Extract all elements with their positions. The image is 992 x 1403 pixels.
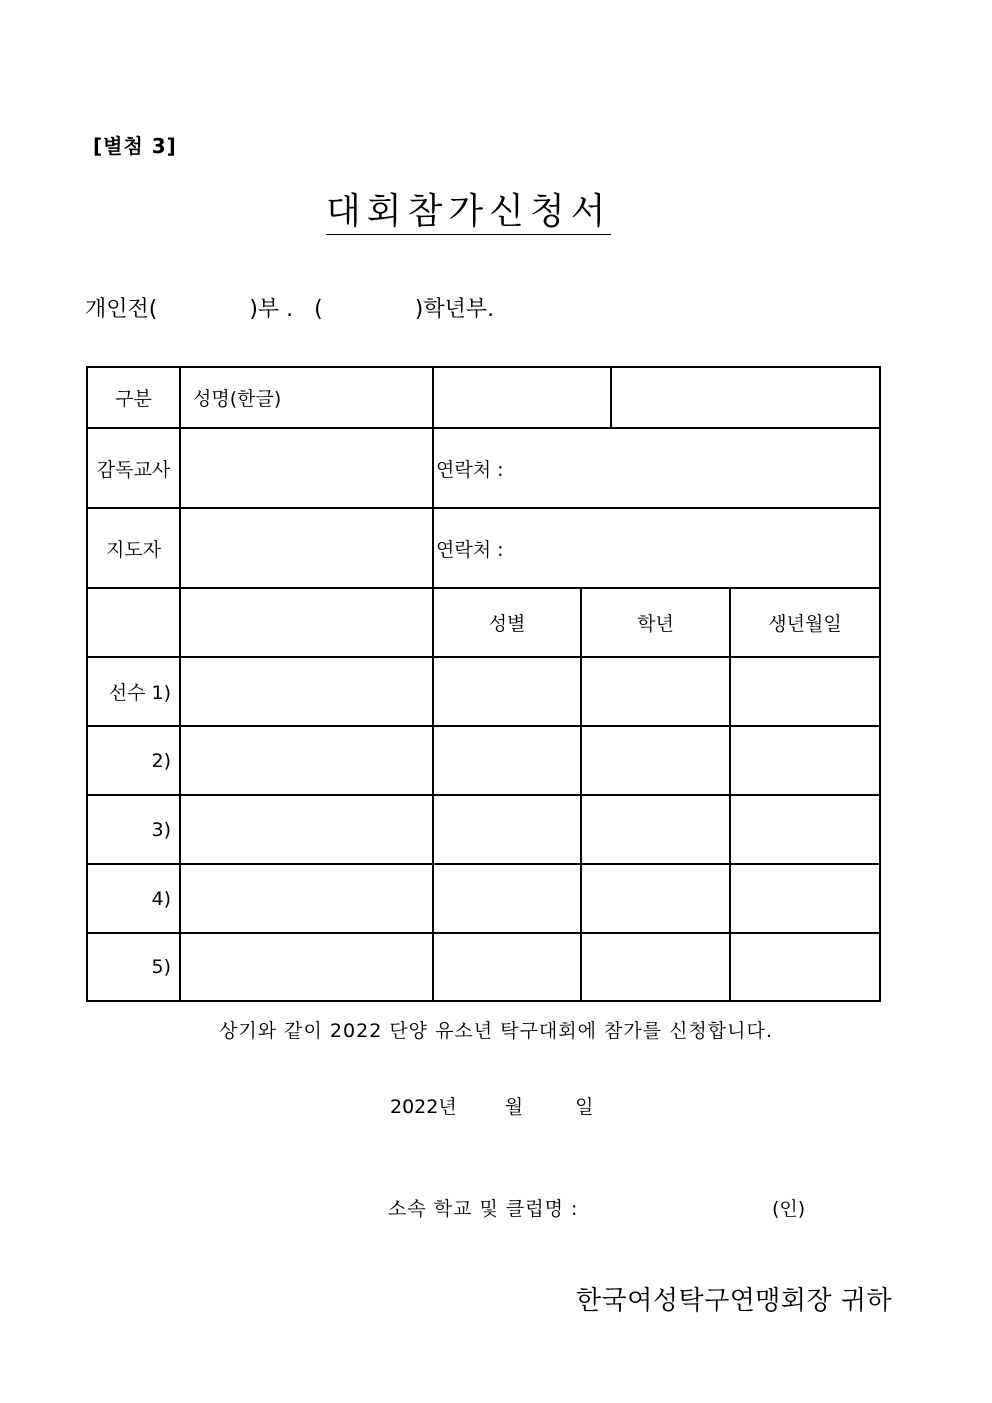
application-statement: 상기와 같이 2022 단양 유소년 탁구대회에 참가를 신청합니다. xyxy=(219,1020,773,1042)
name-korean-header: 성명(한글) xyxy=(180,367,433,428)
columns-blank-cell-2 xyxy=(180,588,433,657)
grade-header: 학년 xyxy=(581,588,730,657)
header-blank-cell-1[interactable] xyxy=(433,367,611,428)
player-row xyxy=(87,933,880,1001)
birthdate-header: 생년월일 xyxy=(730,588,880,657)
supervisor-contact-cell[interactable] xyxy=(433,428,880,508)
seal-label: (인) xyxy=(772,1198,806,1220)
player-grade-cell[interactable] xyxy=(581,864,730,933)
table-header-row xyxy=(87,367,880,428)
date-day: 일 xyxy=(575,1096,594,1118)
supervisor-name-cell[interactable] xyxy=(180,428,433,508)
supervisor-row xyxy=(87,428,880,508)
coach-name-cell[interactable] xyxy=(180,508,433,588)
player-label: 3) xyxy=(87,795,180,864)
player-birthdate-cell[interactable] xyxy=(730,657,880,726)
player-birthdate-cell[interactable] xyxy=(730,726,880,795)
supervisor-label: 감독교사 xyxy=(87,428,180,508)
player-row xyxy=(87,864,880,933)
division-open-paren: ( xyxy=(314,297,323,322)
player-label: 4) xyxy=(87,864,180,933)
player-gender-cell[interactable] xyxy=(433,933,581,1001)
player-label: 2) xyxy=(87,726,180,795)
coach-row xyxy=(87,508,880,588)
player-row xyxy=(87,795,880,864)
player-name-cell[interactable] xyxy=(180,657,433,726)
recipient-line: 한국여성탁구연맹회장 귀하 xyxy=(576,1286,893,1316)
supervisor-contact-label: 연락처 : xyxy=(436,458,504,481)
player-name-cell[interactable] xyxy=(180,864,433,933)
player-label: 5) xyxy=(87,933,180,1001)
date-year: 2022년 xyxy=(390,1096,457,1118)
date-line xyxy=(390,1092,593,1119)
player-gender-cell[interactable] xyxy=(433,795,581,864)
division-part1-suffix: )부 . xyxy=(249,297,294,322)
player-grade-cell[interactable] xyxy=(581,933,730,1001)
player-row xyxy=(87,726,880,795)
player-name-cell[interactable] xyxy=(180,726,433,795)
coach-contact-cell[interactable] xyxy=(433,508,880,588)
player-gender-cell[interactable] xyxy=(433,726,581,795)
player-name-cell[interactable] xyxy=(180,795,433,864)
attachment-label: [별첨 3] xyxy=(93,134,177,158)
player-grade-cell[interactable] xyxy=(581,726,730,795)
coach-contact-label: 연락처 : xyxy=(436,538,504,561)
division-line xyxy=(85,292,494,323)
application-table xyxy=(86,366,881,1002)
player-grade-cell[interactable] xyxy=(581,657,730,726)
division-part2-suffix: )학년부. xyxy=(414,297,495,322)
player-birthdate-cell[interactable] xyxy=(730,933,880,1001)
header-blank-cell-2[interactable] xyxy=(611,367,880,428)
coach-label: 지도자 xyxy=(87,508,180,588)
division-prefix: 개인전( xyxy=(85,297,158,322)
form-title: 대회참가신청서 xyxy=(326,190,611,235)
gender-header: 성별 xyxy=(433,588,581,657)
player-label: 선수 1) xyxy=(87,657,180,726)
affiliation-label: 소속 학교 및 클럽명 : xyxy=(388,1198,579,1220)
player-name-cell[interactable] xyxy=(180,933,433,1001)
category-header: 구분 xyxy=(87,367,180,428)
player-birthdate-cell[interactable] xyxy=(730,795,880,864)
player-row xyxy=(87,657,880,726)
player-grade-cell[interactable] xyxy=(581,795,730,864)
player-columns-row xyxy=(87,588,880,657)
player-gender-cell[interactable] xyxy=(433,864,581,933)
date-month: 월 xyxy=(504,1096,524,1118)
player-birthdate-cell[interactable] xyxy=(730,864,880,933)
columns-blank-cell-1 xyxy=(87,588,180,657)
player-gender-cell[interactable] xyxy=(433,657,581,726)
